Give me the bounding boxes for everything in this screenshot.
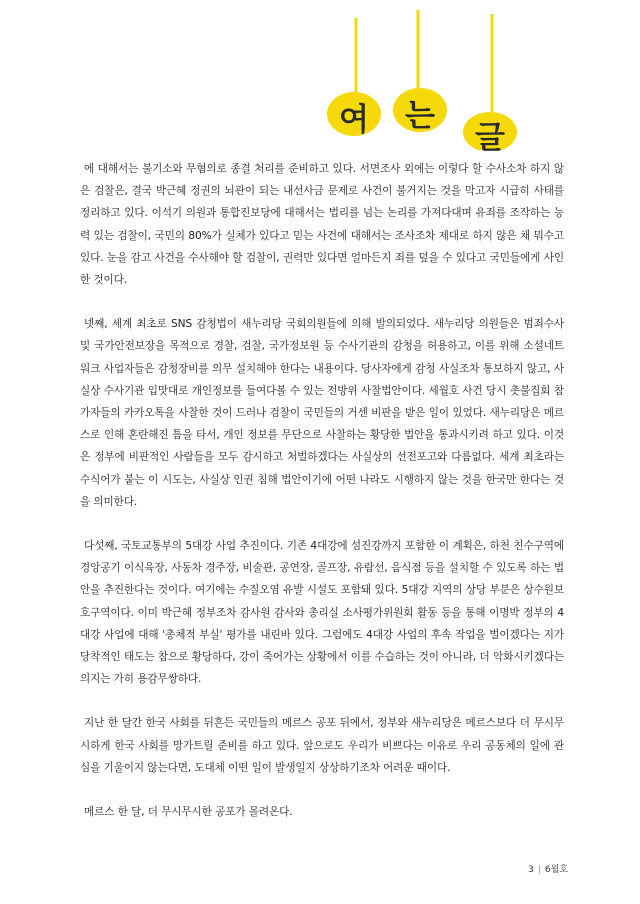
hanging-tags-graphic	[0, 0, 640, 150]
paragraph-4: 지난 한 달간 한국 사회를 뒤흔든 국민들의 메르스 공포 뒤에서, 정부와 새누리당은 메르스보다 더 무시무시하게 한국 사회를 망가트릴 준비를 하고 있다. 앞으로도 우리가 비쁘다는 이유로 우리 공동체의 일에 관심을 기울이지 않는다면, 도대체 이떤 일이 발생일지 상상하기조차 어려운 때이다.	[80, 717, 564, 774]
paragraph-3: 다섯째, 국토교통부의 5대강 사업 추진이다. 기존 4대강에 섬진강까지 포함한 이 계획은, 하천 친수구역에 경앙공기 이식육장, 사동차 경주장, 비술관, 공연장, 골프장, 유람선, 음식점 등을 설치할 수 있도록 하는 법안을 추진한다는 것이다. 여기에는 수질오염 유발 시설도 포함돼 있다. 5대강 지역의 상당 부분은 상수원보호구역이다. 이미 박근혜 정부조차 감사원 감사와 총리실 소사평가위원회 활동 등을 통해 이명박 정부의 4대강 사업에 대해 '총체적 부실' 평가를 내린바 있다. 그럼에도 4대강 사업의 후속 작업을 벌이겠다는 지가당착적인 태도는 참으로 황당하다, 강이 죽어가는 상황에서 이를 수습하는 것이 아니라, 더 악화시키겠다는 의지는 가히 용감무쌍하다.	[80, 540, 564, 686]
title-char-2: 는	[405, 98, 435, 134]
header-banner	[0, 0, 640, 156]
article-body	[80, 158, 564, 845]
page-footer	[528, 862, 568, 875]
footer-separator: |	[537, 865, 541, 875]
title-char-3: 글	[475, 120, 505, 156]
issue-label: 6월호	[544, 865, 568, 875]
paragraph-1: 에 대해서는 불기소와 무혐의로 종결 처리를 준비하고 있다. 서면조사 외에는 이렇다 할 수사소차 하지 않은 검찰은, 결국 박근혜 정권의 뇌관이 되는 내선사금 문제로 사건이 불거지는 것을 막고자 시급히 사태를 정리하고 있다. 이석기 의원과 통합진보당에 대해서는 법리를 넘는 논리를 가져다대며 유죄를 조작하는 능력 있는 검찰이, 국민의 80%가 실체가 있다고 믿는 사건에 대해서는 조사조차 제대로 하지 않은 채 뭐수고 있다. 눈을 감고 사건을 수사해야 할 검찰이, 권력만 있다면 얼마든지 죄를 덮을 수 있다고 국민들에게 사인한 것이다.	[80, 163, 564, 287]
title-char-1: 여	[339, 102, 369, 138]
paragraph-2: 넷째, 세계 최초로 SNS 감청법이 새누리당 국회의원들에 의해 발의되었다. 새누리당 의원들은 범죄수사 및 국가안전보장을 목적으로 경찰, 검찰, 국가정보원 등 수사기관의 감청을 허용하고, 이를 위해 소셜네트워크 사업자들은 감청장비를 의무 설치해야 한다는 내용이다. 당사자에게 감청 사실조차 통보하지 않고, 사실상 수사기관 입맛대로 개인정보를 들여다볼 수 있는 전방위 사찰법안이다. 세월호 사건 당시 촛불집회 참가자들의 카카오톡을 사찰한 것이 드러나 검찰이 국민들의 거센 비판을 받은 일이 있었다. 새누리당은 메르스로 인해 혼란해진 틈을 타서, 개인 정보를 무단으로 사찰하는 황당한 법안을 통과시키려 하고 있다. 이것은 정부에 비판적인 사람들을 모두 감시하고 처벌하겠다는 사실상의 선전포고와 다름없다. 세계 최초라는 수식어가 붙는 이 시도는, 사실상 인권 침해 법안이기에 어떤 나라도 시행하지 않는 것을 한국만 한다는 것을 의미한다.	[80, 318, 564, 508]
paragraph-5: 메르스 한 달, 더 무시무시한 공포가 몰려온다.	[84, 806, 293, 819]
page-number: 3	[528, 865, 534, 875]
